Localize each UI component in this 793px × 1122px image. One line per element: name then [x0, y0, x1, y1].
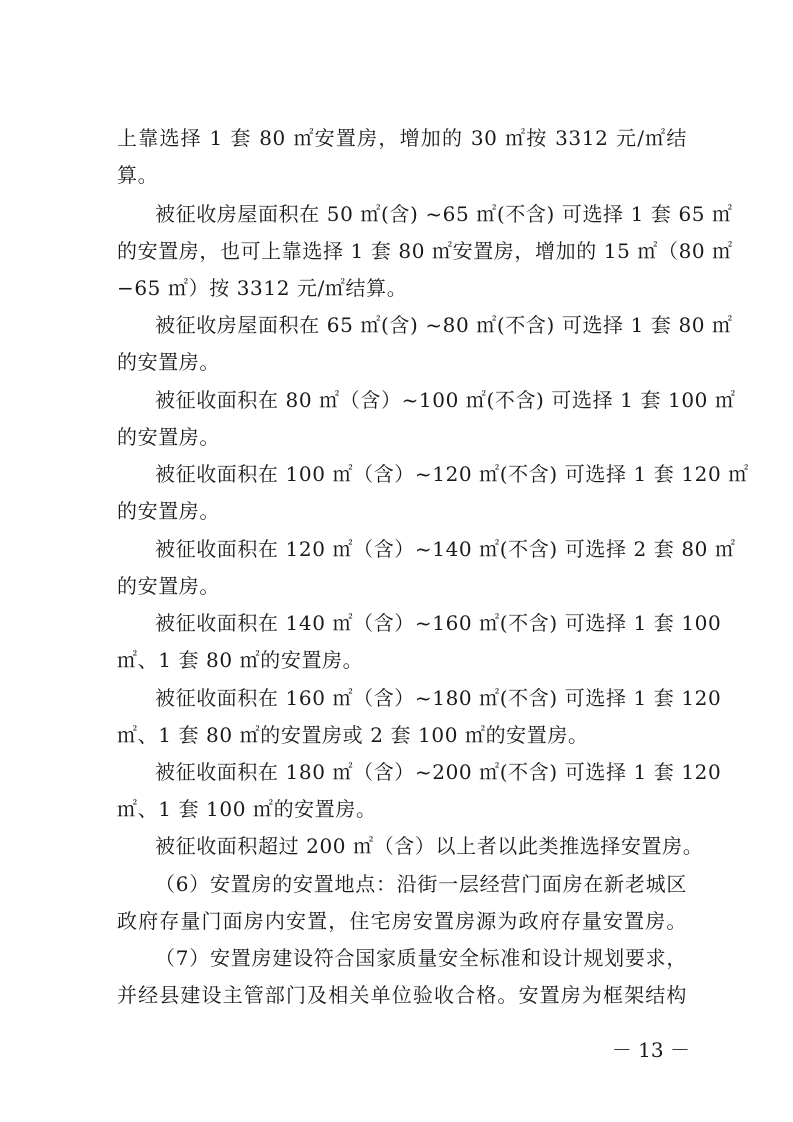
text-line: 被征收面积在 80 ㎡（含）~100 ㎡(不含) 可选择 1 套 100 ㎡ — [155, 388, 736, 412]
text-line: （6）安置房的安置地点：沿街一层经营门面房在新老城区 — [155, 872, 687, 896]
text-line: 被征收面积在 160 ㎡（含）~180 ㎡(不含) 可选择 1 套 120 — [155, 686, 722, 710]
text-line: 并经县建设主管部门及相关单位验收合格。安置房为框架结构 — [117, 983, 687, 1007]
text-line: 的安置房。 — [117, 350, 220, 374]
text-line: ㎡、1 套 100 ㎡的安置房。 — [117, 797, 377, 821]
text-line: −65 ㎡）按 3312 元/㎡结算。 — [117, 276, 408, 300]
text-line: 算。 — [117, 163, 159, 187]
text-line: ㎡、1 套 80 ㎡的安置房或 2 套 100 ㎡的安置房。 — [117, 723, 589, 747]
text-line: 的安置房，也可上靠选择 1 套 80 ㎡安置房，增加的 15 ㎡（80 ㎡ — [117, 239, 733, 263]
text-line: （7）安置房建设符合国家质量安全标准和设计规划要求， — [155, 946, 687, 970]
text-line: 被征收面积超过 200 ㎡（含）以上者以此类推选择安置房。 — [155, 834, 704, 858]
text-line: 被征收房屋面积在 50 ㎡(含) ~65 ㎡(不含) 可选择 1 套 65 ㎡ — [155, 202, 733, 226]
text-line: 被征收房屋面积在 65 ㎡(含) ~80 ㎡(不含) 可选择 1 套 80 ㎡ — [155, 313, 733, 337]
text-line: 被征收面积在 180 ㎡（含）~200 ㎡(不含) 可选择 1 套 120 — [155, 760, 722, 784]
text-line: 的安置房。 — [117, 425, 220, 449]
page-number: － 13 － — [611, 1038, 690, 1062]
text-line: 上靠选择 1 套 80 ㎡安置房，增加的 30 ㎡按 3312 元/㎡结 — [117, 126, 687, 150]
text-line: 的安置房。 — [117, 574, 220, 598]
text-line: 的安置房。 — [117, 499, 220, 523]
text-line: 政府存量门面房内安置，住宅房安置房源为政府存量安置房。 — [117, 909, 687, 933]
text-line: ㎡、1 套 80 ㎡的安置房。 — [117, 648, 364, 672]
text-line: 被征收面积在 120 ㎡（含）~140 ㎡(不含) 可选择 2 套 80 ㎡ — [155, 537, 736, 561]
text-line: 被征收面积在 140 ㎡（含）~160 ㎡(不含) 可选择 1 套 100 — [155, 611, 722, 635]
text-line: 被征收面积在 100 ㎡（含）~120 ㎡(不含) 可选择 1 套 120 ㎡ — [155, 462, 749, 486]
